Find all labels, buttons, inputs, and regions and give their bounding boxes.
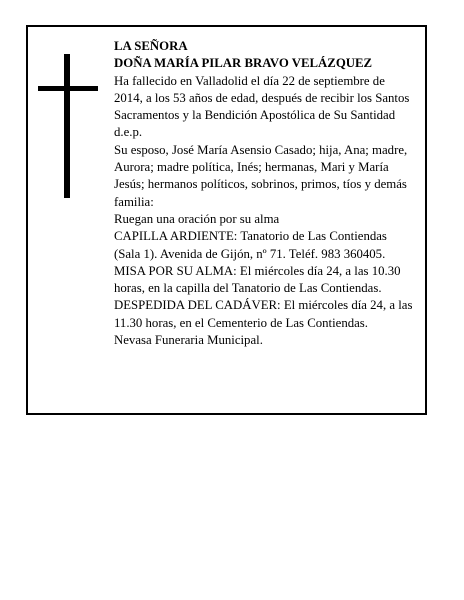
cross-horizontal-bar <box>38 86 98 91</box>
mass-text: El miércoles día 24, a las 10.30 horas, en la capilla del Tanatorio de Las Contiendas. <box>114 263 401 296</box>
notice-heading: LA SEÑORA <box>114 39 188 53</box>
chapel-text: Tanatorio de Las Contiendas (Sala 1). Avenida de Gijón, nº 71. Teléf. 983 360405. <box>114 229 387 261</box>
funeral-home: Nevasa Funeraria Municipal. <box>114 333 263 348</box>
deceased-name: DOÑA MARÍA PILAR BRAVO VELÁZQUEZ <box>114 56 373 71</box>
family-list: Su esposo, José María Asensio Casado; hija, Ana; madre, Aurora; madre política, Inés; hermanas, Mari y María Jesús; hermanos políticos, sobrinos, primos, tíos y demás familia: <box>114 142 408 209</box>
farewell-label: DESPEDIDA DEL CADÁVER: <box>114 298 281 313</box>
rip-text: d.e.p. <box>114 125 143 140</box>
mass-info <box>114 263 414 298</box>
farewell-info <box>114 297 414 332</box>
prayer-request: Ruegan una oración por su alma <box>114 211 280 226</box>
mass-label: MISA POR SU ALMA: <box>114 263 237 278</box>
cross-vertical-bar <box>64 54 70 198</box>
chapel-label: CAPILLA ARDIENTE: <box>114 229 238 244</box>
death-statement: Ha fallecido en Valladolid el día 22 de septiembre de 2014, a los 53 años de edad, después de recibir los Santos Sacramentos y la Bendición Apostólica de Su Santidad <box>114 73 410 123</box>
notice-text <box>114 38 414 349</box>
cross-icon <box>38 54 98 198</box>
chapel-info <box>114 228 414 263</box>
farewell-text: El miércoles día 24, a las 11.30 horas, en el Cementerio de Las Contiendas. <box>114 298 413 330</box>
